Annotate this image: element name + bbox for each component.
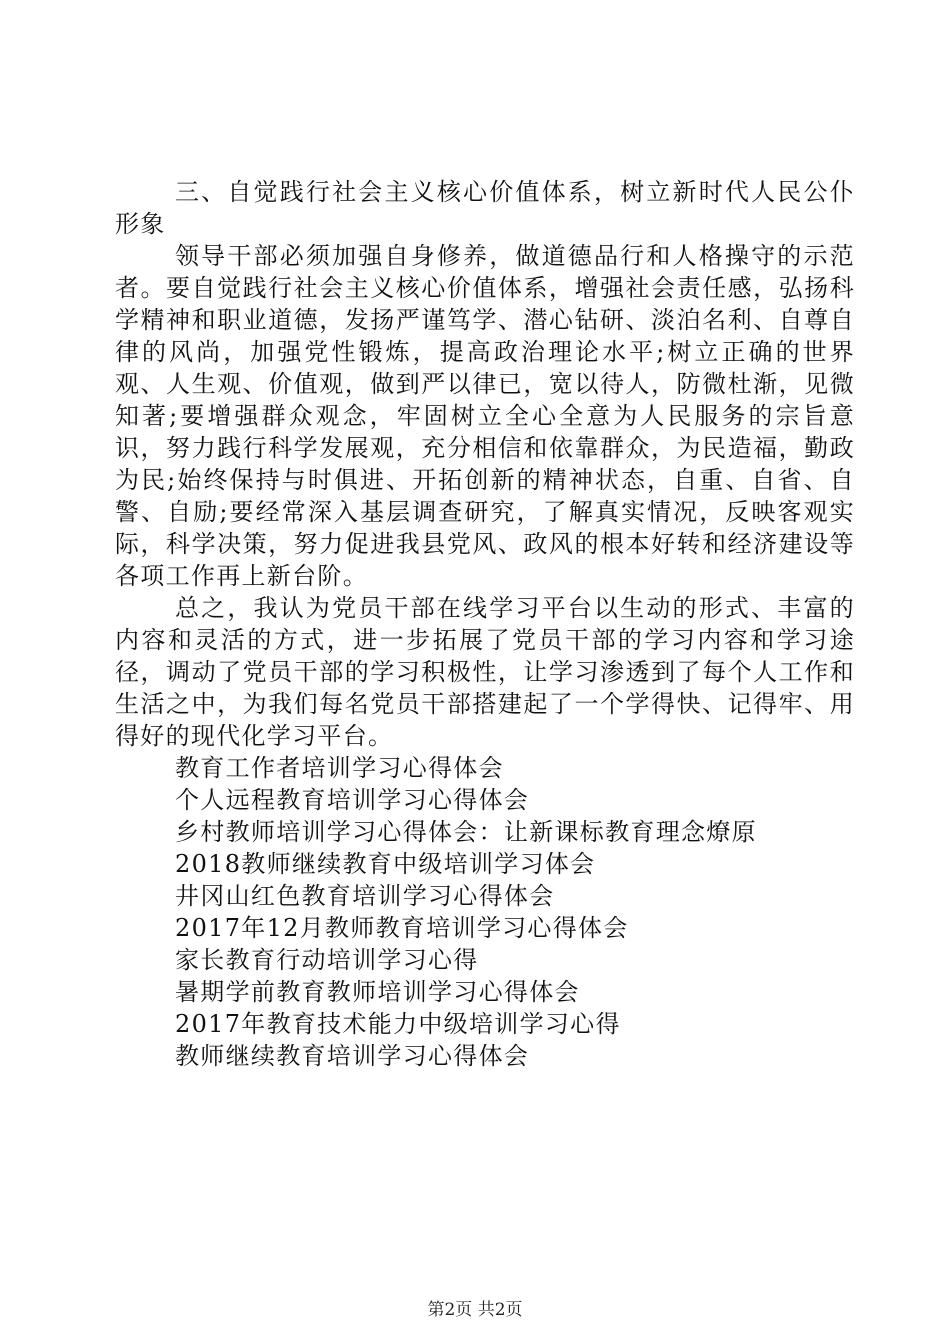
related-title-item: 2017年教育技术能力中级培训学习心得 (175, 1010, 621, 1038)
related-title-item: 井冈山红色教育培训学习心得体会 (175, 882, 555, 910)
section-heading: 三、自觉践行社会主义核心价值体系，树立新时代人民公仆形象 (115, 178, 855, 238)
related-title-item: 家长教育行动培训学习心得 (175, 946, 479, 974)
related-title-item: 2017年12月教师教育培训学习心得体会 (175, 914, 629, 942)
body-paragraph: 总之，我认为党员干部在线学习平台以生动的形式、丰富的内容和灵活的方式，进一步拓展了党员干部的学习内容和学习途径，调动了党员干部的学习积极性，让学习渗透到了每个人工作和生活之中，为我们每名党员干部搭建起了一个学得快、记得牢、用得好的现代化学习平台。 (115, 594, 855, 750)
related-title-item: 乡村教师培训学习心得体会：让新课标教育理念燎原 (175, 818, 757, 846)
document-body (115, 176, 855, 1072)
page-number: 第2页 共2页 (427, 1300, 523, 1320)
related-title-item: 教师继续教育培训学习心得体会 (175, 1042, 530, 1070)
body-paragraph: 领导干部必须加强自身修养，做道德品行和人格操守的示范者。要自觉践行社会主义核心价值体系，增强社会责任感，弘扬科学精神和职业道德，发扬严谨笃学、潜心钻研、淡泊名利、自尊自律的风尚，加强党性锻炼，提高政治理论水平;树立正确的世界观、人生观、价值观，做到严以律已，宽以待人，防微杜渐，见微知著;要增强群众观念，牢固树立全心全意为人民服务的宗旨意识，努力践行科学发展观，充分相信和依靠群众，为民造福，勤政为民;始终保持与时俱进、开拓创新的精神状态，自重、自省、自警、自励;要经常深入基层调查研究，了解真实情况，反映客观实际，科学决策，努力促进我县党风、政风的根本好转和经济建设等各项工作再上新台阶。 (115, 242, 855, 590)
related-title-item: 教育工作者培训学习心得体会 (175, 754, 504, 782)
related-title-item: 个人远程教育培训学习心得体会 (175, 786, 530, 814)
related-titles-list (115, 752, 855, 1072)
related-title-item: 2018教师继续教育中级培训学习体会 (175, 850, 596, 878)
related-title-item: 暑期学前教育教师培训学习心得体会 (175, 978, 580, 1006)
